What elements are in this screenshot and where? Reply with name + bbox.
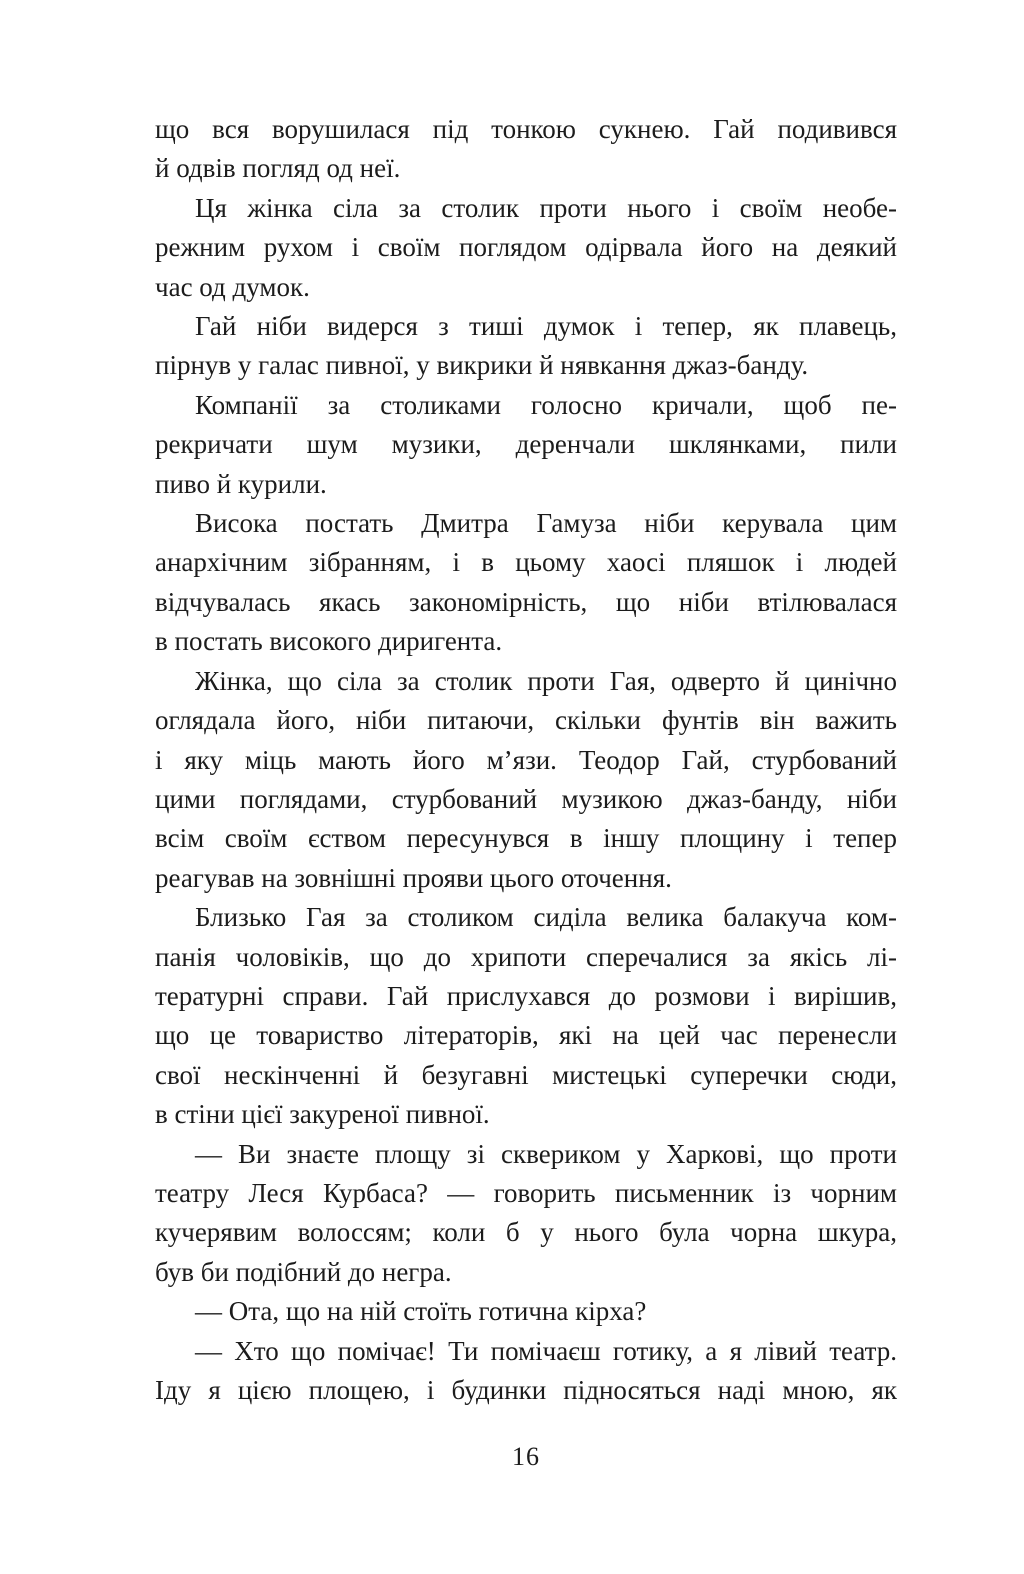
text-line: Висока постать Дмитра Гамуза ніби керувала цим: [195, 508, 897, 539]
text-block: [155, 110, 897, 1410]
text-line: Ця жінка сіла за столик проти нього і своїм необе-: [195, 192, 897, 223]
text-line: Іду я цією площею, і будинки підносяться наді мною, як: [155, 1375, 897, 1405]
text-line: був би подібний до негра.: [155, 1256, 452, 1287]
text-line: — Хто що помічає! Ти помічаєш готику, а я лівий театр.: [195, 1335, 897, 1366]
text-line: Гай ніби видерся з тиші думок і тепер, як плавець,: [195, 311, 897, 342]
text-line: — Ви знаєте площу зі сквериком у Харкові, що проти: [195, 1138, 897, 1169]
paragraph: [155, 110, 897, 189]
text-line: відчувалась якась закономірність, що ніби втілювалася: [155, 586, 897, 617]
text-line: реагував на зовнішні прояви цього оточення.: [155, 862, 672, 893]
paragraph: [155, 662, 897, 898]
text-line: в постать високого диригента.: [155, 626, 503, 657]
text-line: всім своїм єством пересунувся в іншу площину і тепер: [155, 823, 897, 854]
text-line: Близько Гая за столиком сиділа велика балакуча ком-: [195, 902, 897, 933]
paragraph: [155, 189, 897, 307]
paragraph: [155, 1292, 897, 1331]
page-number: 16: [512, 1442, 540, 1471]
text-line: Жінка, що сіла за столик проти Гая, одверто й цинічно: [195, 665, 897, 696]
text-line: анархічним зібранням, і в цьому хаосі пляшок і людей: [155, 547, 897, 578]
text-line: що це товариство літераторів, які на цей час перенесли: [155, 1020, 897, 1051]
paragraph: [155, 1135, 897, 1293]
text-line: пірнув у галас пивної, у викрики й нявкання джаз-банду.: [155, 350, 809, 381]
text-line: — Ота, що на ній стоїть готична кірха?: [195, 1296, 647, 1327]
paragraph: [155, 386, 897, 504]
text-line: театру Леся Курбаса? — говорить письменник із чорним: [155, 1177, 897, 1208]
text-line: тературні справи. Гай прислухався до розмови і вирішив,: [155, 980, 897, 1011]
text-line: рекричати шум музики, деренчали шклянками, пили: [155, 429, 897, 460]
text-line: цими поглядами, стурбований музикою джаз-банду, ніби: [155, 783, 897, 814]
text-line: що вся ворушилася під тонкою сукнею. Гай подивився: [155, 114, 897, 144]
text-line: кучерявим волоссям; коли б у нього була чорна шкура,: [155, 1217, 897, 1248]
paragraph: [155, 898, 897, 1134]
text-line: час од думок.: [155, 271, 310, 302]
paragraph: [155, 1332, 897, 1411]
text-line: і яку міць мають його м’язи. Теодор Гай, стурбований: [155, 744, 897, 775]
text-line: в стіни цієї закуреної пивної.: [155, 1099, 490, 1130]
text-line: пиво й курили.: [155, 468, 327, 499]
paragraph: [155, 504, 897, 662]
text-line: Компанії за столиками голосно кричали, щоб пе-: [195, 389, 897, 420]
text-line: й одвів погляд од неї.: [155, 153, 401, 184]
text-line: режним рухом і своїм поглядом одірвала його на деякий: [155, 232, 897, 263]
text-line: свої нескінченні й безугавні мистецькі суперечки сюди,: [155, 1059, 897, 1090]
text-line: оглядала його, ніби питаючи, скільки фунтів він важить: [155, 705, 897, 736]
paragraph: [155, 307, 897, 386]
text-line: панія чоловіків, що до хрипоти сперечалися за якісь лі-: [155, 941, 897, 972]
